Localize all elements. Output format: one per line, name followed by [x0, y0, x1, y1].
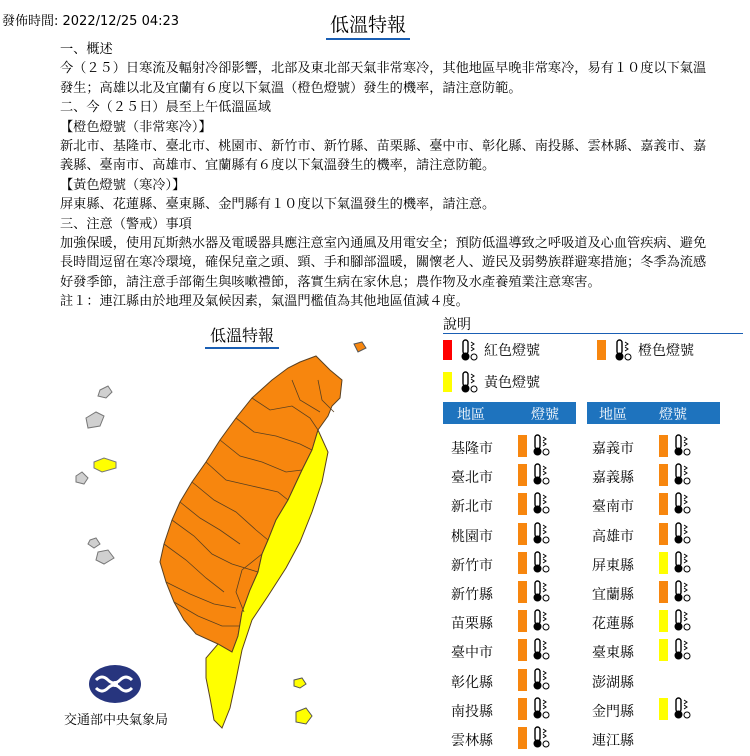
signal-swatch — [659, 581, 668, 603]
report-line: 【黃色燈號（寒冷）】 — [60, 177, 186, 193]
table-header-right — [587, 402, 720, 424]
table-header-left — [443, 402, 576, 424]
page-title: 低溫特報 — [326, 10, 410, 40]
region-name: 花蓮縣 — [592, 616, 634, 633]
signal-swatch — [659, 523, 668, 545]
header-region: 地區 — [457, 407, 485, 423]
legend-item-yellow — [443, 370, 540, 394]
table-row — [443, 461, 583, 493]
signal-swatch — [518, 523, 527, 545]
thermometer-icon — [671, 579, 691, 603]
legend-item-orange — [597, 338, 694, 362]
signal-swatch — [659, 698, 668, 720]
thermometer-icon — [458, 370, 478, 394]
thermometer-icon — [530, 608, 550, 632]
agency-name: 交通部中央氣象局 — [64, 713, 169, 728]
table-row — [443, 490, 583, 522]
thermometer-icon — [530, 696, 550, 720]
signal-swatch — [518, 727, 527, 749]
table-row — [587, 695, 727, 727]
thermometer-icon — [530, 433, 550, 457]
region-name: 臺北市 — [451, 470, 493, 487]
table-row — [443, 695, 583, 727]
thermometer-icon — [530, 462, 550, 486]
region-name: 宜蘭縣 — [592, 587, 634, 603]
table-row — [443, 724, 583, 756]
signal-swatch — [518, 464, 527, 486]
legend-label: 橙色燈號 — [638, 343, 694, 359]
region-name: 苗栗縣 — [451, 616, 493, 633]
report-line: 新北市、基隆市、臺北市、桃園市、新竹市、新竹縣、苗栗縣、臺中市、彰化縣、南投縣、雲林縣、嘉義市、嘉 — [60, 139, 707, 155]
legend-label: 黃色燈號 — [484, 375, 540, 391]
signal-swatch — [518, 581, 527, 603]
region-name: 嘉義市 — [592, 441, 634, 457]
table-row — [587, 724, 727, 756]
report-line: 今（２５）日寒流及輻射冷卻影響，北部及東北部天氣非常寒冷，其他地區早晚非常寒冷，易有１０度以下氣溫 — [60, 61, 707, 77]
table-row — [443, 520, 583, 552]
thermometer-icon — [671, 521, 691, 545]
report-line: 【橙色燈號（非常寒冷）】 — [60, 119, 212, 135]
region-name: 南投縣 — [451, 703, 493, 720]
thermometer-icon — [530, 579, 550, 603]
signal-swatch — [659, 552, 668, 574]
region-name: 嘉義縣 — [592, 470, 634, 487]
table-row — [443, 432, 583, 464]
table-row — [587, 520, 727, 552]
report-line: 三、注意（警戒）事項 — [60, 216, 192, 232]
island-orchid — [296, 708, 312, 724]
thermometer-icon — [671, 433, 691, 457]
thermometer-icon — [612, 338, 632, 362]
region-name: 屏東縣 — [592, 557, 634, 574]
legend-swatch-orange — [597, 340, 606, 360]
legend-swatch-red — [443, 340, 452, 360]
header-signal: 燈號 — [659, 407, 687, 423]
legend-label: 紅色燈號 — [484, 343, 540, 359]
region-name: 澎湖縣 — [592, 674, 634, 691]
thermometer-icon — [671, 637, 691, 661]
thermometer-icon — [530, 550, 550, 574]
report-line: 註１：連江縣由於地理及氣候因素，氣溫門檻值為其他地區值減４度。 — [60, 294, 469, 310]
report-line: 加強保暖，使用瓦斯熱水器及電暖器具應注意室內通風及用電安全；預防低溫導致之呼吸道及心血管疾病、避免 — [60, 236, 707, 252]
region-name: 新竹市 — [451, 557, 493, 574]
report-line: 義縣、臺南市、高雄市、宜蘭縣有６度以下氣溫發生的機率，請注意防範。 — [60, 158, 496, 174]
island-penghu — [88, 538, 100, 548]
signal-swatch — [659, 639, 668, 661]
region-name: 臺南市 — [592, 499, 634, 516]
region-name: 基隆市 — [451, 441, 493, 457]
region-name: 臺中市 — [451, 645, 493, 662]
region-name: 彰化縣 — [451, 674, 493, 691]
thermometer-icon — [671, 462, 691, 486]
signal-swatch — [659, 464, 668, 486]
signal-swatch — [518, 639, 527, 661]
island-green — [294, 678, 306, 688]
report-line: 發生；高雄以北及宜蘭有６度以下氣溫（橙色燈號）發生的機率，請注意防範。 — [60, 80, 522, 96]
table-row — [443, 666, 583, 698]
island-pengjia — [354, 342, 366, 352]
legend-item-red — [443, 338, 540, 362]
table-row — [443, 578, 583, 610]
thermometer-icon — [671, 608, 691, 632]
report-line: 長時間逗留在寒冷環境，確保兒童之頭、頸、手和腳部溫暖，關懷老人、遊民及弱勢族群避寒措施；冬季為流感 — [60, 255, 707, 271]
signal-swatch — [518, 552, 527, 574]
signal-swatch — [518, 493, 527, 515]
signal-swatch — [518, 610, 527, 632]
region-name: 高雄市 — [592, 528, 634, 545]
signal-swatch — [659, 610, 668, 632]
region-name: 連江縣 — [592, 733, 634, 749]
report-line: 二、今（２５日）晨至上午低溫區域 — [60, 100, 271, 116]
island-kinmen — [94, 458, 116, 472]
table-row — [587, 461, 727, 493]
map-title: 低溫特報 — [205, 323, 279, 349]
report-line: 一、概述 — [60, 42, 113, 57]
table-row — [587, 607, 727, 639]
thermometer-icon — [671, 696, 691, 720]
region-name: 臺東縣 — [592, 645, 634, 662]
taiwan-map — [0, 340, 430, 730]
report-line: 屏東縣、花蓮縣、臺東縣、金門縣有１０度以下氣溫發生的機率，請注意。 — [60, 197, 496, 213]
thermometer-icon — [671, 491, 691, 515]
issue-time: 發佈時間: 2022/12/25 04:23 — [2, 14, 180, 29]
island-outlying — [86, 412, 104, 428]
legend-divider — [443, 333, 743, 334]
signal-swatch — [659, 435, 668, 457]
signal-swatch — [659, 493, 668, 515]
table-row — [443, 549, 583, 581]
table-row — [587, 578, 727, 610]
report-line: 好發季節，請注意手部衛生與咳嗽禮節，落實生病在家休息；農作物及水產養殖業注意寒害。 — [60, 274, 601, 290]
signal-swatch — [518, 698, 527, 720]
report-text — [40, 40, 720, 312]
legend-title: 說明 — [443, 317, 471, 333]
signal-swatch — [518, 435, 527, 457]
table-row — [587, 666, 727, 698]
region-name: 金門縣 — [592, 703, 634, 720]
table-row — [587, 432, 727, 464]
thermometer-icon — [530, 725, 550, 749]
thermometer-icon — [458, 338, 478, 362]
signal-swatch — [518, 669, 527, 691]
table-row — [443, 636, 583, 668]
region-name: 新北市 — [451, 499, 493, 516]
header-signal: 燈號 — [531, 407, 559, 423]
table-row — [587, 636, 727, 668]
table-row — [587, 549, 727, 581]
region-name: 桃園市 — [451, 528, 493, 545]
island-penghu — [76, 472, 88, 484]
thermometer-icon — [530, 637, 550, 661]
thermometer-icon — [530, 667, 550, 691]
island-outlying — [98, 386, 112, 398]
thermometer-icon — [530, 491, 550, 515]
table-row — [587, 490, 727, 522]
legend-swatch-yellow — [443, 372, 452, 392]
thermometer-icon — [530, 521, 550, 545]
thermometer-icon — [671, 550, 691, 574]
header-region: 地區 — [599, 407, 627, 423]
island-penghu — [96, 550, 114, 564]
region-name: 雲林縣 — [451, 733, 493, 749]
cwb-logo-icon — [88, 664, 142, 704]
region-name: 新竹縣 — [451, 587, 493, 603]
table-row — [443, 607, 583, 639]
